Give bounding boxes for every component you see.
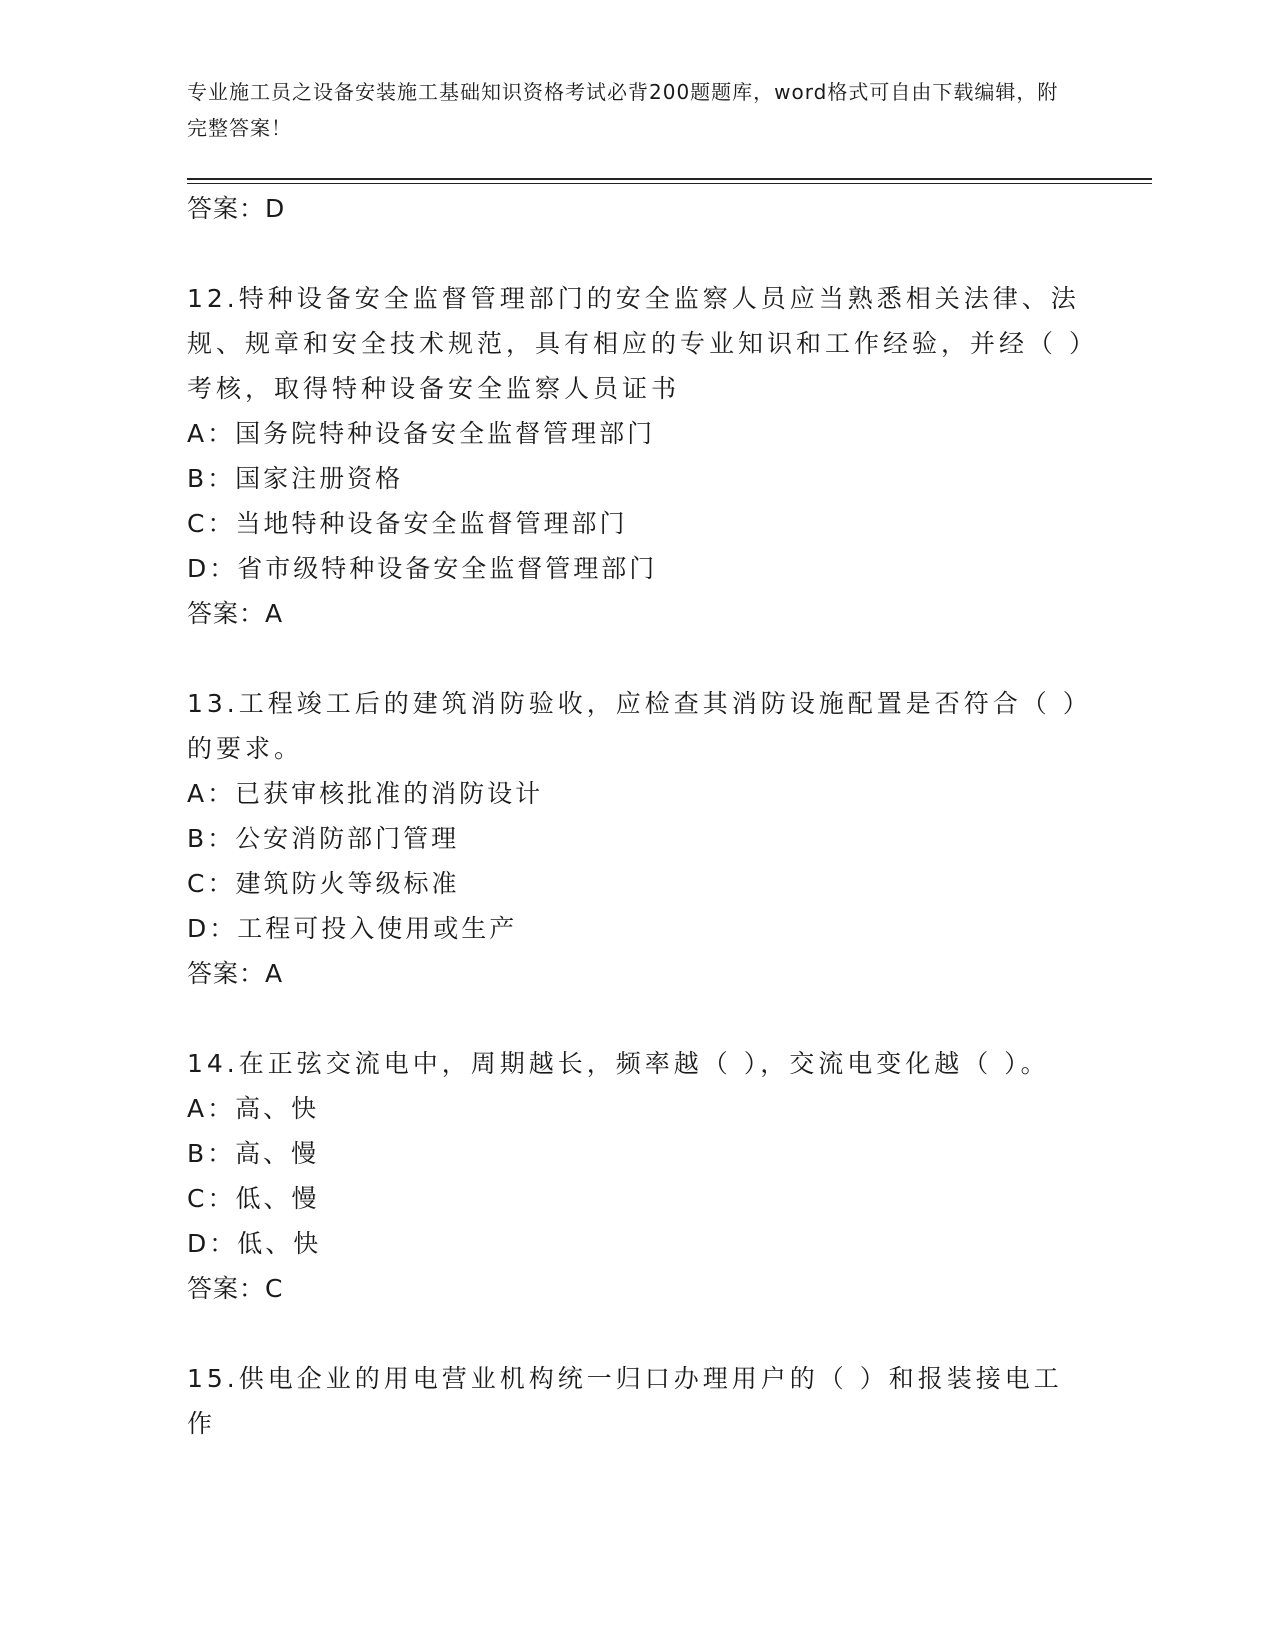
question-text: 14.在正弦交流电中，周期越长，频率越（ ），交流电变化越（ ）。 bbox=[187, 1049, 1050, 1078]
question-text: 15.供电企业的用电营业机构统一归口办理用户的（ ）和报装接电工作 bbox=[187, 1364, 1063, 1438]
option-c: C：当地特种设备安全监督管理部门 bbox=[187, 509, 628, 538]
option-d: D：低、快 bbox=[187, 1229, 322, 1258]
document-header bbox=[187, 74, 1067, 146]
header-title: 专业施工员之设备安装施工基础知识资格考试必背200题题库，word格式可自由下载编辑，附完整答案！ bbox=[187, 80, 1059, 140]
header-rule bbox=[187, 178, 1152, 180]
question-block bbox=[187, 681, 1087, 996]
option-d: D：省市级特种设备安全监督管理部门 bbox=[187, 554, 658, 583]
question-text: 13.工程竣工后的建筑消防验收，应检查其消防设施配置是否符合（ ）的要求。 bbox=[187, 689, 1080, 763]
answer-line: 答案：A bbox=[187, 959, 284, 988]
option-a: A：国务院特种设备安全监督管理部门 bbox=[187, 419, 656, 448]
answer-line: 答案：D bbox=[187, 194, 286, 223]
option-c: C：建筑防火等级标准 bbox=[187, 869, 460, 898]
option-d: D：工程可投入使用或生产 bbox=[187, 914, 518, 943]
option-a: A：高、快 bbox=[187, 1094, 320, 1123]
option-a: A：已获审核批准的消防设计 bbox=[187, 779, 544, 808]
option-b: B：高、慢 bbox=[187, 1139, 320, 1168]
question-list bbox=[187, 186, 1087, 1446]
question-block bbox=[187, 1356, 1087, 1446]
option-c: C：低、慢 bbox=[187, 1184, 320, 1213]
option-b: B：国家注册资格 bbox=[187, 464, 404, 493]
question-block bbox=[187, 276, 1087, 636]
answer-line: 答案：C bbox=[187, 1274, 284, 1303]
answer-line: 答案：A bbox=[187, 599, 284, 628]
option-b: B：公安消防部门管理 bbox=[187, 824, 460, 853]
question-block bbox=[187, 1041, 1087, 1311]
header-rule-thin bbox=[187, 183, 1152, 184]
question-text: 12.特种设备安全监督管理部门的安全监察人员应当熟悉相关法律、法规、规章和安全技术规范，具有相应的专业知识和工作经验，并经（ ）考核，取得特种设备安全监察人员证书 bbox=[187, 284, 1086, 403]
